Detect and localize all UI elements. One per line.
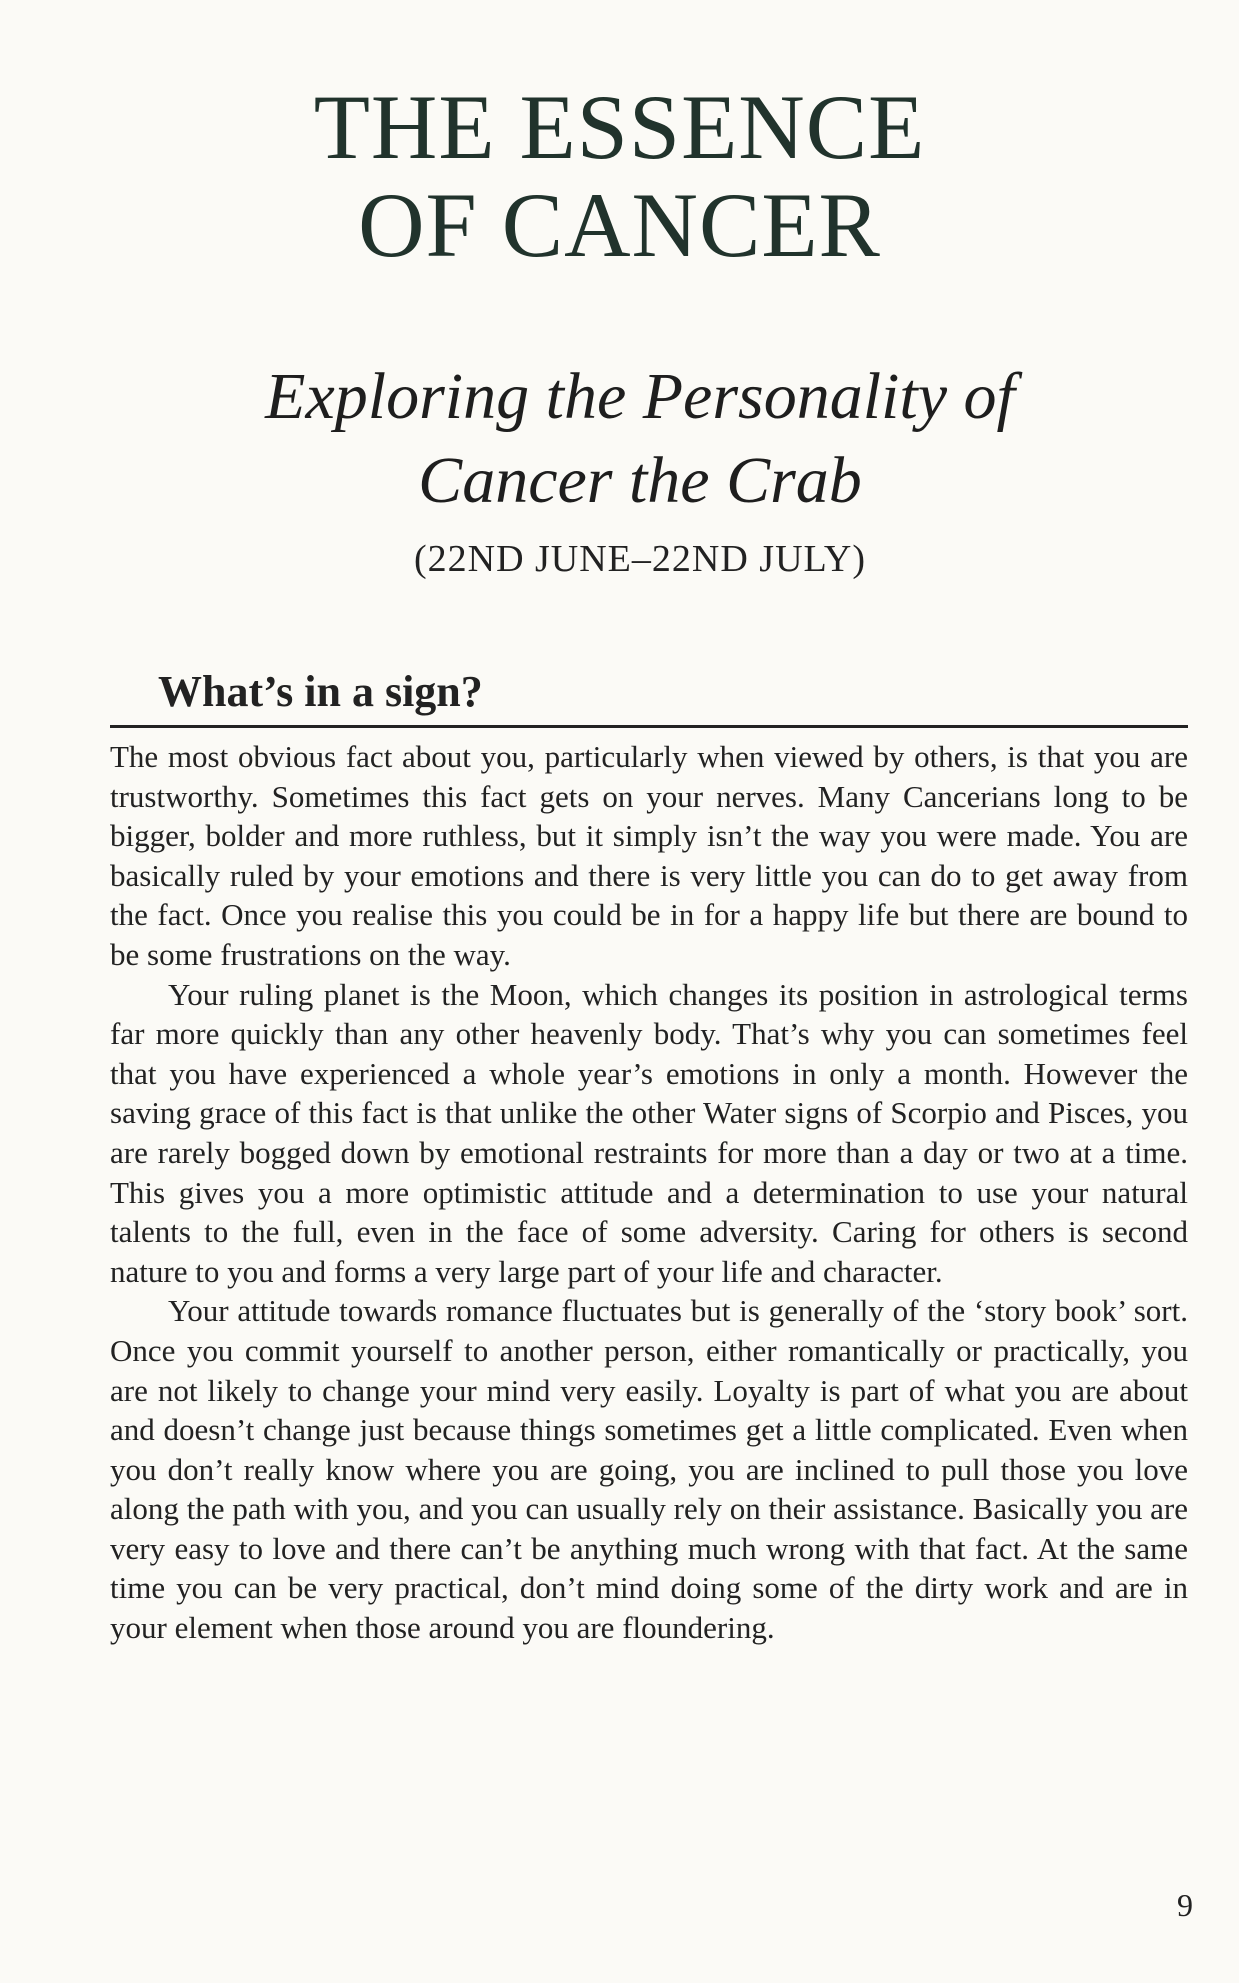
chapter-subtitle	[140, 355, 1140, 523]
chapter-title-line-1: THE ESSENCE	[313, 76, 926, 178]
body-text	[110, 737, 1188, 1648]
paragraph-3: Your attitude towards romance fluctuates but is generally of the ‘story book’ sort. Once you commit yourself to another person, either romantically or practically, you are not likely to change your mind very easily. Loyalty is part of what you are about and doesn’t change just because things sometimes get a little complicated. Even when you don’t really know where you are going, you are inclined to pull those you love along the path with you, and you can usually rely on their assistance. Basically you are very easy to love and there can’t be anything much wrong with that fact. At the same time you can be very practical, don’t mind doing some of the dirty work and are in your element when those around you are floundering.	[110, 1293, 1188, 1646]
section-heading: What’s in a sign?	[158, 667, 483, 716]
chapter-subtitle-line-2: Cancer the Crab	[418, 444, 862, 517]
date-range: (22ND JUNE–22ND JULY)	[413, 538, 867, 580]
chapter-title-line-2: OF CANCER	[358, 174, 881, 276]
paragraph-1: The most obvious fact about you, particularly when viewed by others, is that you are trustworthy. Sometimes this fact gets on your nerves. Many Cancerians long to be bigger, bolder and more ruthless, but it simply isn’t the way you were made. You are basically ruled by your emotions and there is very little you can do to get away from the fact. Once you realise this you could be in for a happy life but there are bound to be some frustrations on the way.	[110, 739, 1188, 972]
paragraph-2: Your ruling planet is the Moon, which changes its position in astrological terms far more quickly than any other heavenly body. That’s why you can sometimes feel that you have experienced a whole year’s emotions in only a month. However the saving grace of this fact is that unlike the other Water signs of Scorpio and Pisces, you are rarely bogged down by emotional restraints for more than a day or two at a time. This gives you a more optimistic attitude and a determination to use your natural talents to the full, even in the face of some adversity. Caring for others is second nature to you and forms a very large part of your life and character.	[110, 976, 1188, 1289]
chapter-title	[0, 78, 1239, 274]
chapter-subtitle-line-1: Exploring the Personality of	[265, 360, 1015, 433]
section-divider	[110, 725, 1188, 728]
page-number: 9	[1177, 1887, 1193, 1923]
